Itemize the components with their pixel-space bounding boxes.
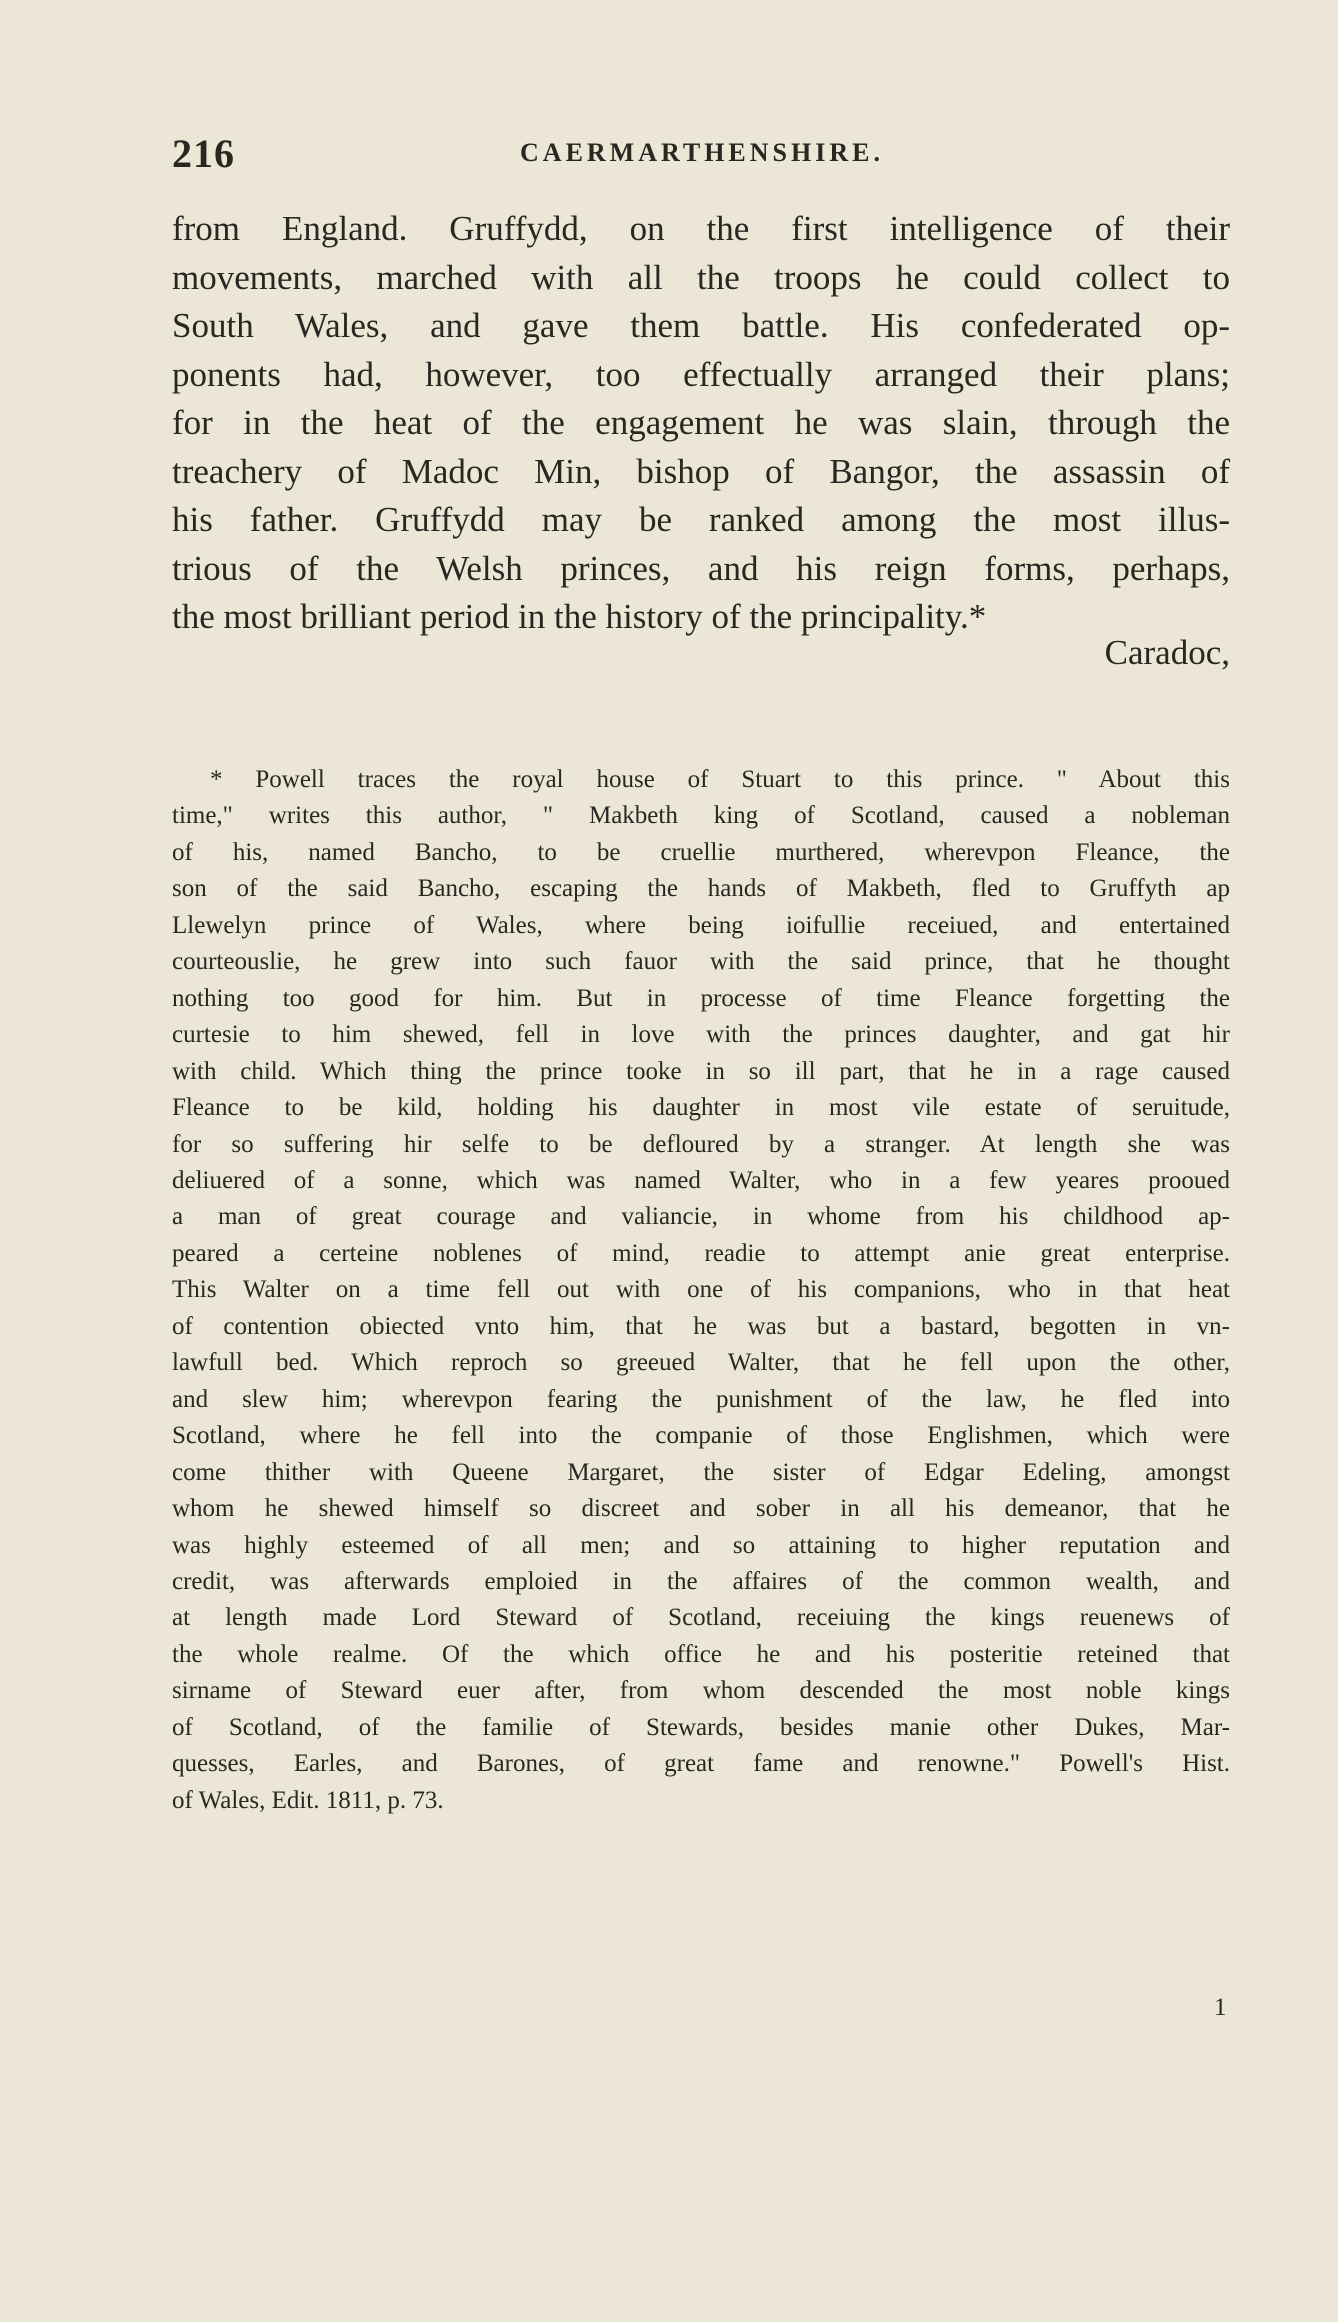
footnote-line: was highly esteemed of all men; and so attaining to higher reputation and [172, 1531, 1230, 1559]
footnote-line: at length made Lord Steward of Scotland, receiuing the kings reuenews of [172, 1604, 1230, 1632]
main-text-line: treachery of Madoc Min, bishop of Bangor, the assassin of [172, 451, 1230, 491]
footnote-line: whom he shewed himself so discreet and sober in all his demeanor, that he [172, 1495, 1230, 1523]
page-header [172, 130, 1232, 180]
footnote-line: a man of great courage and valiancie, in whome from his childhood ap- [172, 1203, 1230, 1231]
footnote-line: Fleance to be kild, holding his daughter in most vile estate of seruitude, [172, 1094, 1230, 1122]
main-text-line: his father. Gruffydd may be ranked among the most illus- [172, 500, 1230, 539]
footnote-line: peared a certeine noblenes of mind, readie to attempt anie great enterprise. [172, 1239, 1230, 1267]
footnote-line: Llewelyn prince of Wales, where being ioifullie receiued, and entertained [172, 911, 1230, 939]
main-text-line: South Wales, and gave them battle. His confederated op- [172, 306, 1230, 345]
footnote-line: with child. Which thing the prince tooke in so ill part, that he in a rage caused [172, 1057, 1230, 1085]
main-text-line: for in the heat of the engagement he was slain, through the [172, 403, 1230, 442]
footnote-line: deliuered of a sonne, which was named Walter, who in a few yeares prooued [172, 1166, 1230, 1194]
main-text-line: ponents had, however, too effectually arranged their plans; [172, 354, 1230, 394]
page-number: 216 [172, 131, 235, 176]
footnote-line: come thither with Queene Margaret, the sister of Edgar Edeling, amongst [172, 1458, 1230, 1486]
main-text-line: from England. Gruffydd, on the first intelligence of their [172, 209, 1230, 248]
footnote-line: sirname of Steward euer after, from whom descended the most noble kings [172, 1677, 1230, 1705]
footnote-line: for so suffering hir selfe to be defloured by a stranger. At length she was [172, 1130, 1230, 1158]
footnote-line: lawfull bed. Which reproch so greeued Walter, that he fell upon the other, [172, 1349, 1230, 1377]
signature-mark: 1 [1214, 1994, 1227, 2021]
main-text-line: trious of the Welsh princes, and his reign forms, perhaps, [172, 548, 1230, 588]
main-text-line: the most brilliant period in the history of the principality.* [172, 597, 987, 636]
footnote-line: Scotland, where he fell into the companie of those Englishmen, which were [172, 1422, 1230, 1450]
footnote-line: son of the said Bancho, escaping the hands of Makbeth, fled to Gruffyth ap [172, 875, 1230, 903]
footnote-line: of Scotland, of the familie of Stewards, besides manie other Dukes, Mar- [172, 1713, 1230, 1741]
footnote-line: credit, was afterwards emploied in the affaires of the common wealth, and [172, 1567, 1230, 1595]
footnote-line: This Walter on a time fell out with one of his companions, who in that heat [172, 1276, 1230, 1304]
footnote-line: of contention obiected vnto him, that he was but a bastard, begotten in vn- [172, 1312, 1230, 1340]
main-text-line: movements, marched with all the troops he could collect to [172, 257, 1230, 297]
footnote-line: quesses, Earles, and Barones, of great fame and renowne." Powell's Hist. [172, 1750, 1230, 1778]
main-text [172, 205, 1230, 642]
footnote-line: nothing too good for him. But in processe of time Fleance forgetting the [172, 984, 1230, 1012]
footnote-line: time," writes this author, " Makbeth king of Scotland, caused a nobleman [172, 802, 1230, 830]
footnote-line: courteouslie, he grew into such fauor with the said prince, that he thought [172, 948, 1230, 976]
footnote-line: and slew him; wherevpon fearing the punishment of the law, he fled into [172, 1385, 1230, 1413]
footnote-line: curtesie to him shewed, fell in love with the princes daughter, and gat hir [172, 1021, 1230, 1049]
running-head: CAERMARTHENSHIRE. [520, 138, 884, 167]
footnote-line: * Powell traces the royal house of Stuart to this prince. " About this [210, 766, 1230, 793]
footnote-line: of Wales, Edit. 1811, p. 73. [172, 1786, 444, 1814]
catchword: Caradoc, [1104, 633, 1230, 672]
footnote-line: the whole realme. Of the which office he and his posteritie reteined that [172, 1640, 1230, 1668]
footnote-line: of his, named Bancho, to be cruellie murthered, wherevpon Fleance, the [172, 838, 1230, 866]
footnote [172, 762, 1230, 1819]
